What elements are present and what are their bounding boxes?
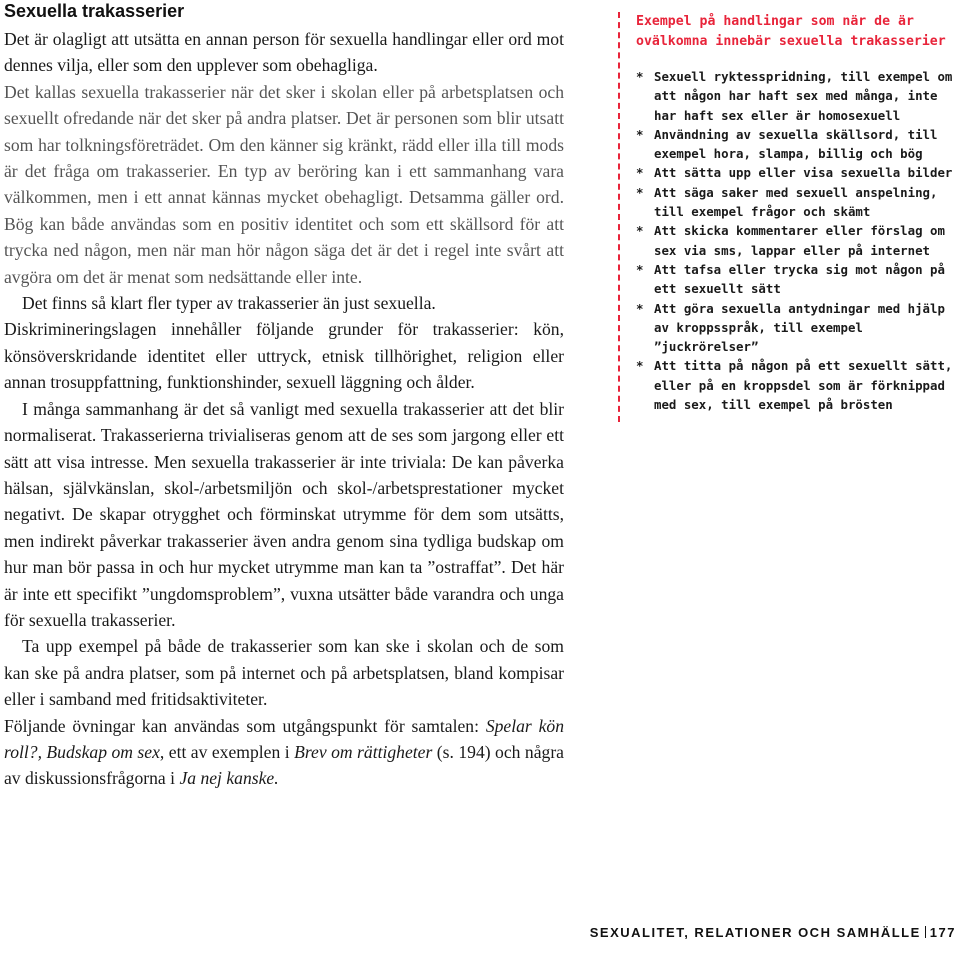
- asterisk-icon: *: [636, 300, 644, 316]
- paragraph-7-mid: , ett av exemplen i: [159, 741, 295, 762]
- paragraph-7-mid2: (s. 194) och några av diskussionsfrågorna i: [4, 741, 564, 789]
- paragraph-3: Det finns så klart fler typer av trakasserier än just sexuella.: [22, 293, 436, 314]
- page-footer: [590, 925, 956, 940]
- list-item: [636, 183, 960, 222]
- list-item-text: Att skicka kommentarer eller förslag om sex via sms, lappar eller på internet: [654, 223, 945, 258]
- list-item: [636, 260, 960, 299]
- asterisk-icon: *: [636, 261, 644, 277]
- paragraph-4: Diskrimineringslagen innehåller följande grunder för trakasserier: kön, könsöverskridande identitet eller uttryck, etnisk tillhörighet, religion eller annan trosuppfattning, funktionshinder, sexuell läggning och ålder.: [4, 319, 564, 393]
- paragraph-1: Det är olagligt att utsätta en annan person för sexuella handlingar eller ord mot dennes vilja, eller som den upplever som obehagliga.: [4, 29, 564, 76]
- list-item-text: Att titta på någon på ett sexuellt sätt, eller på en kroppsdel som är förknippad med sex, till exempel på brösten: [654, 358, 953, 413]
- list-item-text: Användning av sexuella skällsord, till exempel hora, slampa, billig och bög: [654, 126, 938, 162]
- asterisk-icon: *: [636, 69, 644, 84]
- list-item-text: Att säga saker med sexuell anspelning, till exempel frågor och skämt: [654, 184, 938, 220]
- exercise-reference-2: Brev om rättigheter: [294, 741, 433, 762]
- paragraph-6: Ta upp exempel på både de trakasserier som kan ske i skolan och de som kan ske på andra platser, som på internet och på arbetsplatsen, bland kompisar eller i samband med fritidsaktiviteter.: [4, 636, 564, 710]
- footer-section-title: SEXUALITET, RELATIONER OCH SAMHÄLLE: [589, 925, 921, 940]
- exercise-reference-3: Ja nej kanske.: [179, 768, 279, 789]
- asterisk-icon: *: [636, 165, 644, 181]
- list-item: [636, 356, 960, 414]
- list-item-text: Att sätta upp eller visa sexuella bilder: [654, 165, 953, 181]
- list-item-text: Sexuell ryktesspridning, till exempel om att någon har haft sex med många, inte har haft sex eller är homosexuell: [654, 69, 953, 123]
- paragraph-7-intro: Följande övningar kan användas som utgångspunkt för samtalen:: [4, 715, 486, 736]
- sidebar-title: Exempel på handlingar som när de är ovälkomna innebär sexuella trakasserier: [636, 14, 946, 49]
- main-article: [4, 0, 564, 792]
- paragraph-2: Det kallas sexuella trakasserier när det sker i skolan eller på arbetsplatsen och sexuellt ofredande när det sker på andra platser. Det är personen som blir utsatt som har tolkningsföreträdet. Om den känner sig kränkt, rädd eller illa till mods är det fråga om trakasserier. En typ av beröring kan i ett sammanhang vara välkommen, men i ett annat kännas mycket obehagligt. Detsamma gäller ord. Bög kan både användas som en positiv identitet och som ett skällsord för att trycka ned någon, men när man hör någon säga det är det i regel inte svårt att avgöra om det är menat som nedsättande eller inte.: [4, 81, 564, 287]
- list-item: [636, 125, 960, 164]
- paragraph-7: [4, 713, 564, 792]
- footer-divider: [925, 926, 926, 938]
- page-number: 177: [929, 925, 956, 940]
- exercise-reference-1: Spelar kön roll?, Budskap om sex: [4, 715, 564, 762]
- asterisk-icon: *: [636, 223, 644, 239]
- examples-sidebar: [618, 12, 960, 422]
- asterisk-icon: *: [636, 358, 644, 374]
- list-item: [636, 67, 960, 125]
- list-item: [636, 221, 960, 260]
- asterisk-icon: *: [636, 184, 644, 200]
- list-item-text: Att göra sexuella antydningar med hjälp av kroppsspråk, till exempel ”juckrörelser”: [654, 300, 945, 355]
- asterisk-icon: *: [636, 126, 644, 142]
- list-item: [636, 299, 960, 357]
- section-heading: Sexuella trakasserier: [4, 1, 185, 21]
- list-item: [636, 163, 960, 182]
- list-item-text: Att tafsa eller trycka sig mot någon på ett sexuellt sätt: [654, 261, 945, 297]
- paragraph-5: I många sammanhang är det så vanligt med sexuella trakasserier att det blir normaliserat. Trakasserierna trivialiseras genom att de ses som jargong eller ett sätt att visa intresse. Men sexuella trakasserier är inte triviala: De kan påverka hälsan, självkänslan, skol-/arbetsmiljön och skol-/arbetsprestationer mycket negativt. De skapar otrygghet och förminskat utrymme för dem som utsätts, men indirekt påverkar trakasserier även andra genom sina tydliga budskap om hur man bör passa in och hur mycket utrymme man kan ta ”ostraffat”. Det här är inte ett specifikt ”ungdomsproblem”, vuxna utsätter både varandra och unga för sexuella trakasserier.: [4, 398, 564, 630]
- examples-list: [636, 67, 960, 414]
